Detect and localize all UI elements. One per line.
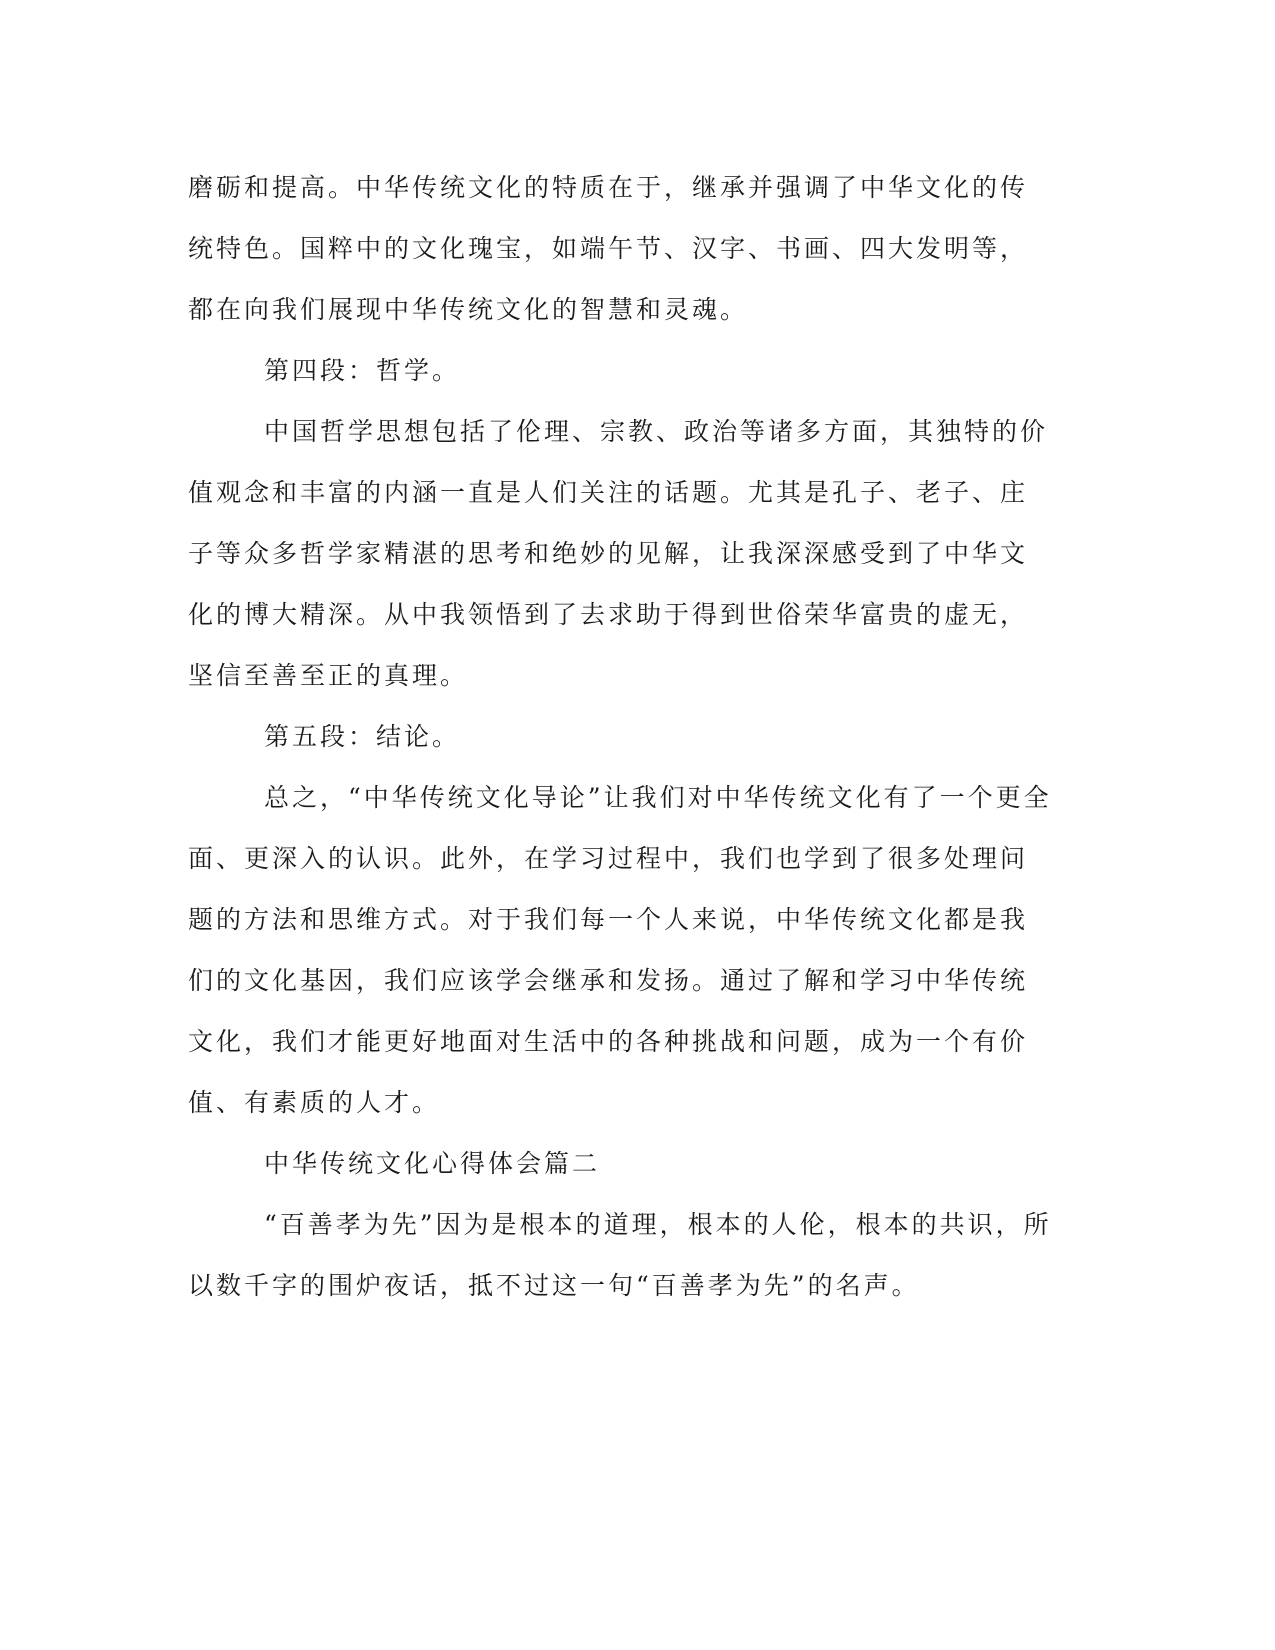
text-line: 们的文化基因，我们应该学会继承和发扬。通过了解和学习中华传统 [188, 966, 1029, 995]
text-line: 统特色。国粹中的文化瑰宝，如端午节、汉字、书画、四大发明等， [188, 234, 1029, 263]
text-line: 化的博大精深。从中我领悟到了去求助于得到世俗荣华富贵的虚无， [188, 600, 1029, 629]
article-title: 中华传统文化心得体会篇二 [264, 1149, 601, 1178]
text-line: 总之，“中华传统文化导论”让我们对中华传统文化有了一个更全 [264, 783, 1052, 812]
text-line: 中国哲学思想包括了伦理、宗教、政治等诸多方面，其独特的价 [264, 417, 1049, 446]
text-line: 值、有素质的人才。 [188, 1088, 441, 1117]
text-line: 磨砺和提高。中华传统文化的特质在于，继承并强调了中华文化的传 [188, 173, 1029, 202]
text-line: “百善孝为先”因为是根本的道理，根本的人伦，根本的共识，所 [264, 1210, 1052, 1239]
text-line: 坚信至善至正的真理。 [188, 661, 469, 690]
text-line: 以数千字的围炉夜话，抵不过这一句“百善孝为先”的名声。 [188, 1271, 920, 1300]
document-body [188, 157, 1068, 1316]
text-line: 子等众多哲学家精湛的思考和绝妙的见解，让我深深感受到了中华文 [188, 539, 1029, 568]
section-heading: 第五段：结论。 [264, 722, 461, 751]
text-line: 题的方法和思维方式。对于我们每一个人来说，中华传统文化都是我 [188, 905, 1029, 934]
text-line: 值观念和丰富的内涵一直是人们关注的话题。尤其是孔子、老子、庄 [188, 478, 1029, 507]
section-heading: 第四段：哲学。 [264, 356, 461, 385]
text-line: 文化，我们才能更好地面对生活中的各种挑战和问题，成为一个有价 [188, 1027, 1029, 1056]
text-line: 都在向我们展现中华传统文化的智慧和灵魂。 [188, 295, 749, 324]
text-line: 面、更深入的认识。此外，在学习过程中，我们也学到了很多处理问 [188, 844, 1029, 873]
